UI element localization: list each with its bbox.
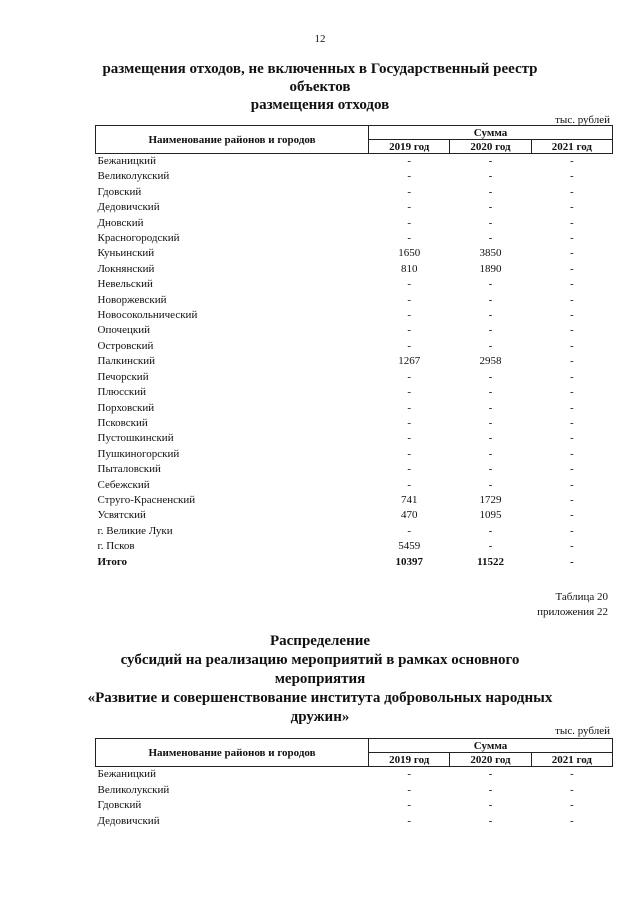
district-name-cell: Дедовичский [97,814,160,827]
table-row [96,354,613,369]
value-2021-cell: - [570,783,574,796]
section2-table-body [96,767,613,830]
value-2019-cell: - [407,814,412,827]
value-2019-cell: - [407,370,412,383]
value-2019-cell: 470 [400,509,418,522]
district-name-cell: Печорский [97,370,149,383]
value-2021-cell: - [570,509,574,522]
value-2020-cell: - [488,783,493,796]
table-row [96,798,613,814]
district-name-cell: Новоржевский [97,293,167,306]
district-name-cell: Итого [97,555,128,568]
value-2020-cell: - [488,339,493,352]
value-2020-cell: - [488,386,493,399]
district-name-cell: Пушкиногорский [97,447,180,460]
column-header-year: 2019 год [369,753,450,767]
district-name-cell: Опочецкий [97,324,150,337]
value-2020-cell: - [488,324,493,337]
district-name-cell: Бежаницкий [97,768,156,780]
value-2019-cell: 10397 [395,555,423,568]
district-name-cell: Гдовский [97,799,142,811]
district-name-cell: Великолукский [97,783,170,796]
table-row [96,493,613,508]
value-2020-cell: - [488,447,493,460]
district-name-cell: Бежаницкий [97,155,156,167]
table-row [96,385,613,400]
section2-title-line: субсидий на реализацию мероприятий в рамках основного мероприятия [120,652,520,687]
value-2021-cell: - [570,293,574,306]
section1-title [90,60,550,114]
value-2021-cell: - [570,524,574,537]
district-name-cell: г. Псков [97,540,135,553]
value-2019-cell: - [407,386,412,399]
table-row [96,200,613,215]
value-2020-cell: 1890 [479,262,502,275]
district-name-cell: Себежский [97,478,150,491]
value-2021-cell: - [570,216,574,229]
district-name-cell: Локнянский [97,262,155,275]
district-name-cell: Плюсский [97,386,147,399]
table-row [96,154,613,170]
value-2021-cell: - [570,463,574,476]
value-2020-cell: - [488,201,493,214]
value-2019-cell: - [407,478,412,491]
value-2021-cell: - [570,170,574,183]
value-2020-cell: - [488,216,493,229]
value-2021-cell: - [570,339,574,352]
value-2020-cell: - [488,540,493,553]
table-row [96,462,613,477]
value-2021-cell: - [570,555,574,568]
section2-title [80,632,560,727]
value-2020-cell: 1729 [479,493,502,506]
value-2021-cell: - [570,493,574,506]
value-2019-cell: - [407,216,412,229]
value-2020-cell: - [488,814,493,827]
appendix-reference: приложения 22 [537,606,608,618]
table-row [96,783,613,799]
value-2020-cell: - [488,463,493,476]
value-2020-cell: - [488,293,493,306]
column-header-year: 2019 год [369,140,450,154]
column-header-sum: Сумма [369,126,613,140]
table-row [96,539,613,554]
value-2020-cell: 3850 [479,247,502,260]
value-2019-cell: - [407,416,412,429]
section2-title-line: дружин» [290,709,350,725]
district-name-cell: Великолукский [97,170,170,183]
value-2020-cell: - [488,370,493,383]
section2-title-line: «Развитие и совершенствование института добровольных народных [87,690,553,706]
value-2021-cell: - [570,262,574,275]
value-2019-cell: - [407,783,412,796]
table-row [96,524,613,539]
district-name-cell: Струго-Красненский [97,493,196,506]
value-2021-cell: - [570,370,574,383]
section1-table-body [96,154,613,570]
value-2019-cell: - [407,768,412,780]
value-2021-cell: - [570,386,574,399]
section1-title-line: размещения отходов [250,97,390,113]
table-row [96,216,613,231]
section2-table [95,738,613,829]
table-row [96,308,613,323]
district-name-cell: Куньинский [97,247,155,260]
district-name-cell: Красногородский [97,232,180,245]
district-name-cell: Палкинский [97,355,156,368]
value-2021-cell: - [570,432,574,445]
value-2021-cell: - [570,185,574,198]
district-name-cell: Пыталовский [97,463,161,476]
value-2019-cell: - [407,185,412,198]
value-2019-cell: 1650 [398,247,421,260]
table-row [96,767,613,783]
value-2021-cell: - [570,814,574,827]
value-2019-cell: - [407,463,412,476]
district-name-cell: Пустошкинский [97,432,174,445]
table-row [96,169,613,184]
value-2020-cell: - [488,768,493,780]
district-name-cell: Порховский [97,401,155,414]
value-2020-cell: - [488,524,493,537]
value-2019-cell: 5459 [398,540,421,553]
column-header-name: Наименование районов и городов [96,739,369,767]
district-name-cell: Псковский [97,416,148,429]
table-row [96,478,613,493]
value-2019-cell: 1267 [398,355,421,368]
table-number: Таблица 20 [555,591,608,603]
value-2021-cell: - [570,401,574,414]
column-header-name: Наименование районов и городов [96,126,369,154]
column-header-year: 2020 год [450,753,531,767]
value-2021-cell: - [570,324,574,337]
table-row [96,185,613,200]
value-2019-cell: - [407,155,412,167]
value-2020-cell: - [488,232,493,245]
value-2020-cell: - [488,401,493,414]
section1-table [95,125,613,570]
value-2020-cell: - [488,170,493,183]
district-name-cell: Новосокольнический [97,309,198,322]
table-row [96,431,613,446]
value-2020-cell: - [488,155,493,167]
value-2020-cell: - [488,309,493,322]
value-2021-cell: - [570,768,574,780]
column-header-year: 2021 год [531,140,612,154]
page-number: 12 [314,33,326,45]
value-2020-cell: - [488,432,493,445]
table-row [96,339,613,354]
district-name-cell: Дновский [97,216,144,229]
value-2020-cell: - [488,478,493,491]
value-2019-cell: - [407,799,412,811]
value-2020-cell: - [488,185,493,198]
table-row [96,416,613,431]
value-2020-cell: 11522 [477,555,504,568]
value-2019-cell: - [407,432,412,445]
value-2019-cell: - [407,324,412,337]
value-2021-cell: - [570,799,574,811]
value-2019-cell: - [407,232,412,245]
value-2020-cell: - [488,416,493,429]
table-row [96,401,613,416]
value-2019-cell: - [407,401,412,414]
district-name-cell: Невельский [97,278,153,291]
table-row [96,508,613,523]
value-2021-cell: - [570,447,574,460]
section1-unit: тыс. рублей [555,114,610,126]
district-name-cell: Усвятский [97,509,146,522]
table-row [96,370,613,385]
value-2019-cell: 810 [400,262,418,275]
value-2021-cell: - [570,540,574,553]
value-2021-cell: - [570,416,574,429]
value-2019-cell: 741 [400,493,418,506]
table-row [96,231,613,246]
value-2020-cell: - [488,278,493,291]
value-2021-cell: - [570,309,574,322]
table-total-row [96,555,613,570]
district-name-cell: г. Великие Луки [97,524,173,537]
value-2019-cell: - [407,447,412,460]
table-row [96,447,613,462]
value-2019-cell: - [407,201,412,214]
value-2021-cell: - [570,247,574,260]
value-2019-cell: - [407,170,412,183]
value-2019-cell: - [407,278,412,291]
value-2021-cell: - [570,201,574,214]
table-row [96,246,613,261]
table-row [96,323,613,338]
table-row [96,293,613,308]
value-2021-cell: - [570,155,574,167]
value-2019-cell: - [407,524,412,537]
value-2020-cell: 1095 [479,509,502,522]
value-2019-cell: - [407,293,412,306]
district-name-cell: Дедовичский [97,201,160,214]
column-header-year: 2020 год [450,140,531,154]
section1-title-line: размещения отходов, не включенных в Государственный реестр объектов [102,61,538,95]
district-name-cell: Гдовский [97,185,142,198]
value-2021-cell: - [570,232,574,245]
value-2020-cell: 2958 [479,355,502,368]
table-row [96,814,613,830]
section2-title-line: Распределение [269,633,371,649]
column-header-sum: Сумма [369,739,613,753]
value-2019-cell: - [407,339,412,352]
value-2021-cell: - [570,478,574,491]
value-2020-cell: - [488,799,493,811]
value-2021-cell: - [570,278,574,291]
column-header-year: 2021 год [531,753,612,767]
table-row [96,262,613,277]
table-row [96,277,613,292]
value-2019-cell: - [407,309,412,322]
value-2021-cell: - [570,355,574,368]
district-name-cell: Островский [97,339,154,352]
section2-unit: тыс. рублей [555,725,610,737]
